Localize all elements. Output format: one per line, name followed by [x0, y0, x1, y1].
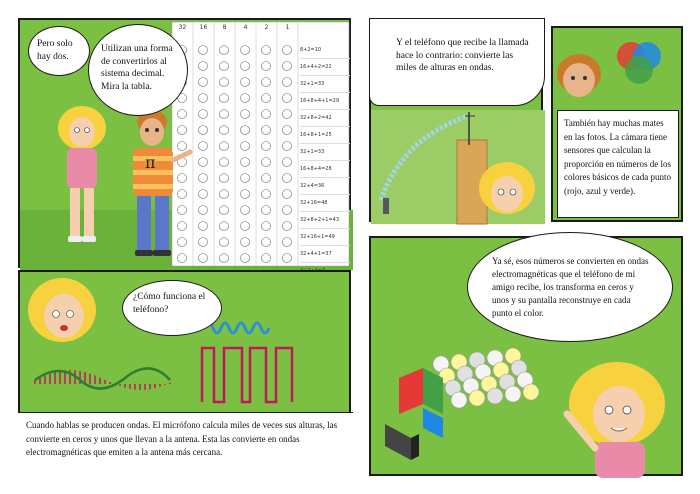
light-bulb-icon: [220, 78, 229, 87]
light-bulb-icon: [487, 388, 503, 404]
table-equation: 16+8+4+1=29: [300, 93, 350, 110]
table-equation: 32+8+2+1=43: [300, 212, 350, 229]
light-bulb-icon: [220, 46, 229, 55]
light-bulb-icon: [241, 190, 250, 199]
light-bulb-icon: [178, 222, 187, 231]
caption-panel3: [557, 110, 679, 218]
light-bulb-icon: [178, 142, 187, 151]
light-bulb-icon: [262, 110, 271, 119]
light-bulb-icon: [262, 206, 271, 215]
speech-text-panel4: ¿Cómo funciona el teléfono?: [133, 292, 206, 315]
light-bulb-icon: [199, 238, 208, 247]
speech-text-panel5: Ya sé, esos números se convierten en ondas electromagnéticas que el teléfono de mi amigo recibe, los transforma en ceros y unos y su pantalla reconstruye en cada punto el color.: [492, 256, 649, 318]
light-bulb-array: [433, 348, 539, 408]
sound-wave: [205, 323, 269, 333]
light-bulb-icon: [283, 62, 292, 71]
light-bulb-icon: [262, 126, 271, 135]
light-bulb-icon: [199, 46, 208, 55]
light-bulb-icon: [283, 206, 292, 215]
table-equation: 32+16=48: [300, 195, 350, 212]
light-bulb-icon: [199, 158, 208, 167]
analog-wave: [35, 368, 170, 390]
light-bulb-icon: [283, 254, 292, 263]
table-header-4: 4: [243, 24, 248, 31]
light-bulb-icon: [178, 190, 187, 199]
table-equation: 32+4=36: [300, 178, 350, 195]
light-bulb-icon: [523, 384, 539, 400]
caption-panel4: [18, 412, 353, 478]
light-bulb-icon: [241, 238, 250, 247]
light-bulb-icon: [241, 94, 250, 103]
light-bulb-icon: [241, 158, 250, 167]
table-equation: 32+1=33: [300, 144, 350, 161]
light-bulb-icon: [262, 174, 271, 183]
speech-text-boy: Utilizan una forma de convertirlos al sistema decimal. Mira la tabla.: [101, 44, 173, 92]
light-bulb-icon: [199, 78, 208, 87]
speech-text-girl: Pero solo hay dos.: [37, 39, 73, 62]
light-bulb-icon: [283, 46, 292, 55]
light-bulb-icon: [220, 126, 229, 135]
speech-bubble-boy: [88, 24, 188, 116]
table-header-8: 8: [222, 24, 227, 31]
table-equation: 16+8+1=25: [300, 127, 350, 144]
light-bulb-icon: [199, 190, 208, 199]
light-bulb-icon: [469, 390, 485, 406]
light-bulb-icon: [199, 94, 208, 103]
table-equation: 8+2=10: [300, 42, 350, 59]
light-bulb-icon: [241, 222, 250, 231]
light-bulb-icon: [199, 222, 208, 231]
light-bulb-icon: [178, 110, 187, 119]
digital-signal: [202, 348, 292, 402]
light-bulb-icon: [283, 78, 292, 87]
panel-2: [369, 18, 543, 222]
light-bulb-icon: [220, 158, 229, 167]
caption-text-panel4: Cuando hablas se producen ondas. El micrófono calcula miles de veces sus alturas, las convierte en ceros y unos que llevan a la antena. Esta las convierte en ondas electromagnéticas que emiten a la antena más cercana.: [26, 420, 338, 457]
light-bulb-icon: [199, 174, 208, 183]
light-bulb-icon: [241, 254, 250, 263]
table-equations: [300, 42, 350, 280]
camera-box: [385, 424, 419, 460]
light-bulb-icon: [199, 206, 208, 215]
light-bulb-icon: [283, 190, 292, 199]
light-bulb-icon: [283, 126, 292, 135]
light-bulb-icon: [241, 62, 250, 71]
speech-text-panel2: Y el teléfono que recibe la llamada hace lo contrario: convierte las miles de alturas en ondas.: [396, 38, 529, 73]
light-bulb-icon: [220, 142, 229, 151]
light-bulb-icon: [262, 190, 271, 199]
light-bulb-icon: [241, 110, 250, 119]
light-bulb-icon: [199, 62, 208, 71]
light-bulb-icon: [283, 94, 292, 103]
light-bulb-icon: [220, 94, 229, 103]
panel-1: [18, 18, 351, 268]
light-bulb-icon: [178, 254, 187, 263]
light-bulb-icon: [220, 222, 229, 231]
light-bulb-icon: [451, 392, 467, 408]
light-bulb-icon: [262, 158, 271, 167]
light-bulb-icon: [283, 158, 292, 167]
speech-bubble-panel5: [467, 232, 673, 342]
light-bulb-icon: [241, 142, 250, 151]
light-bulb-icon: [262, 94, 271, 103]
light-bulb-icon: [220, 254, 229, 263]
light-bulb-icon: [283, 142, 292, 151]
light-bulb-icon: [220, 174, 229, 183]
light-bulb-icon: [283, 174, 292, 183]
light-bulb-icon: [220, 190, 229, 199]
panel-3: [551, 26, 683, 222]
light-bulb-icon: [283, 222, 292, 231]
light-bulb-icon: [262, 238, 271, 247]
speech-bubble-panel4: [122, 280, 222, 336]
light-bulb-icon: [220, 62, 229, 71]
table-equation: 32+8+2=42: [300, 110, 350, 127]
caption-text-panel3: También hay muchas mates en las fotos. La cámara tiene sensores que calculan la proporción en números de los colores básicos de cada punto (rojo, azul y verde).: [564, 118, 671, 196]
light-bulb-icon: [241, 206, 250, 215]
speech-bubble-panel2: [369, 18, 545, 106]
light-bulb-icon: [262, 254, 271, 263]
table-equation: 32+1=33: [300, 76, 350, 93]
panel-4: [18, 270, 351, 476]
light-bulb-icon: [199, 110, 208, 119]
panel-5: [369, 236, 683, 476]
light-bulb-icon: [220, 238, 229, 247]
table-header-1: 1: [285, 24, 290, 31]
light-bulb-icon: [262, 78, 271, 87]
table-equation: 16+4+2=22: [300, 59, 350, 76]
light-bulb-icon: [220, 206, 229, 215]
light-bulb-icon: [199, 142, 208, 151]
table-equation: 32+4+1=37: [300, 246, 350, 263]
light-bulb-icon: [262, 46, 271, 55]
light-bulb-icon: [241, 174, 250, 183]
table-header-32: 32: [178, 24, 187, 31]
table-equation: 16+8+4=28: [300, 161, 350, 178]
light-bulb-icon: [283, 238, 292, 247]
light-bulb-icon: [178, 174, 187, 183]
light-bulb-icon: [505, 386, 521, 402]
light-bulb-icon: [178, 126, 187, 135]
light-bulb-icon: [199, 126, 208, 135]
light-bulb-icon: [178, 206, 187, 215]
table-header-2: 2: [264, 24, 269, 31]
light-bulb-icon: [283, 110, 292, 119]
light-bulb-icon: [220, 110, 229, 119]
table-header-row: [172, 24, 298, 31]
table-equation: 32+16+1=49: [300, 229, 350, 246]
shirt-pi-symbol: π: [145, 153, 156, 172]
light-bulb-icon: [262, 62, 271, 71]
panel-3-art: [553, 28, 685, 108]
girl-waving: [567, 362, 665, 478]
light-bulb-icon: [262, 222, 271, 231]
light-bulb-icon: [241, 126, 250, 135]
light-bulb-icon: [241, 78, 250, 87]
light-bulb-icon: [199, 254, 208, 263]
light-bulb-icon: [262, 142, 271, 151]
table-header-16: 16: [199, 24, 208, 31]
light-bulb-icon: [178, 238, 187, 247]
speech-bubble-girl: [28, 26, 90, 76]
light-bulb-icon: [241, 46, 250, 55]
rgb-filter: [399, 368, 443, 438]
